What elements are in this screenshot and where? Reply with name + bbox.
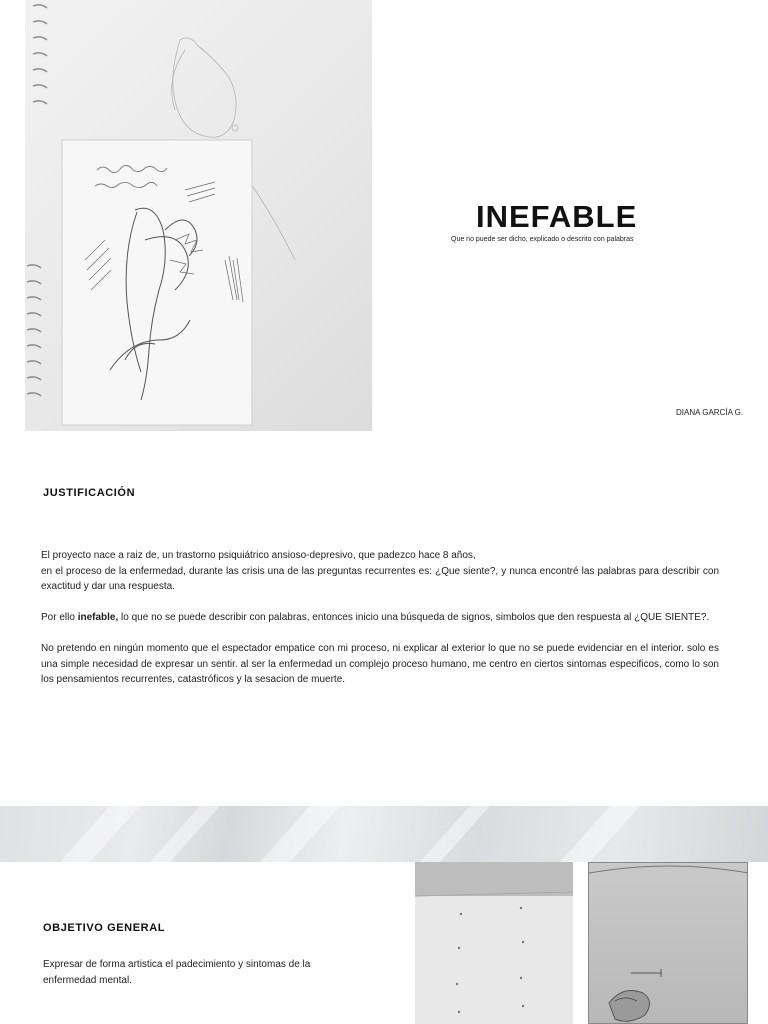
sketchbook-photo bbox=[25, 0, 372, 431]
paragraph-1-rest: en el proceso de la enfermedad, durante las crisis una de las preguntas recurrentes es: ¿Que siente?, y nunca encontré las palabras para describir con exactitud y dar una respuesta. bbox=[41, 565, 719, 592]
justificacion-paragraph-1 bbox=[41, 548, 719, 595]
paragraph-2-pre: Por ello bbox=[41, 612, 78, 623]
justificacion-heading: JUSTIFICACIÓN bbox=[43, 487, 136, 499]
paragraph-2-post: lo que no se puede describir con palabras, entonces inicio una búsqueda de signos, simbolos que den respuesta al ¿QUE SIENTE?. bbox=[118, 612, 710, 623]
page-subtitle: Que no puede ser dicho, explicado o descrito con palabras bbox=[451, 236, 634, 243]
wall-photo bbox=[415, 862, 573, 1024]
decorative-band bbox=[0, 806, 768, 862]
objetivo-heading: OBJETIVO GENERAL bbox=[43, 922, 166, 934]
author-name: DIANA GARCÍA G. bbox=[676, 408, 744, 417]
light-streaks-graphic bbox=[0, 806, 768, 862]
paragraph-2-bold: inefable, bbox=[77, 612, 119, 623]
justificacion-body bbox=[41, 548, 719, 703]
sketchbook-illustration bbox=[25, 0, 372, 431]
objetivo-text: Expresar de forma artistica el padecimiento y sintomas de la enfermedad mental. bbox=[43, 959, 311, 986]
page-title: INEFABLE bbox=[476, 199, 638, 234]
justificacion-paragraph-2 bbox=[41, 610, 719, 626]
drawing-photo-graphic bbox=[589, 863, 748, 1024]
justificacion-paragraph-3: No pretendo en ningún momento que el espectador empatice con mi proceso, ni explicar al exterior lo que no se puede evidenciar en el interior. solo es una simple necesidad de expresar un sentir. al ser la enfermedad un complejo proceso humano, me centro en ciertos sintomas especificos, como lo son los pensamientos recurrentes, catastróficos y la sesacion de muerte. bbox=[41, 643, 719, 685]
wall-photo-graphic bbox=[415, 862, 573, 1024]
paragraph-1-line-1: El proyecto nace a raiz de, un trastorno psiquiátrico ansioso-depresivo, que padezco hace 8 años, bbox=[41, 550, 476, 561]
drawing-photo bbox=[588, 862, 748, 1024]
